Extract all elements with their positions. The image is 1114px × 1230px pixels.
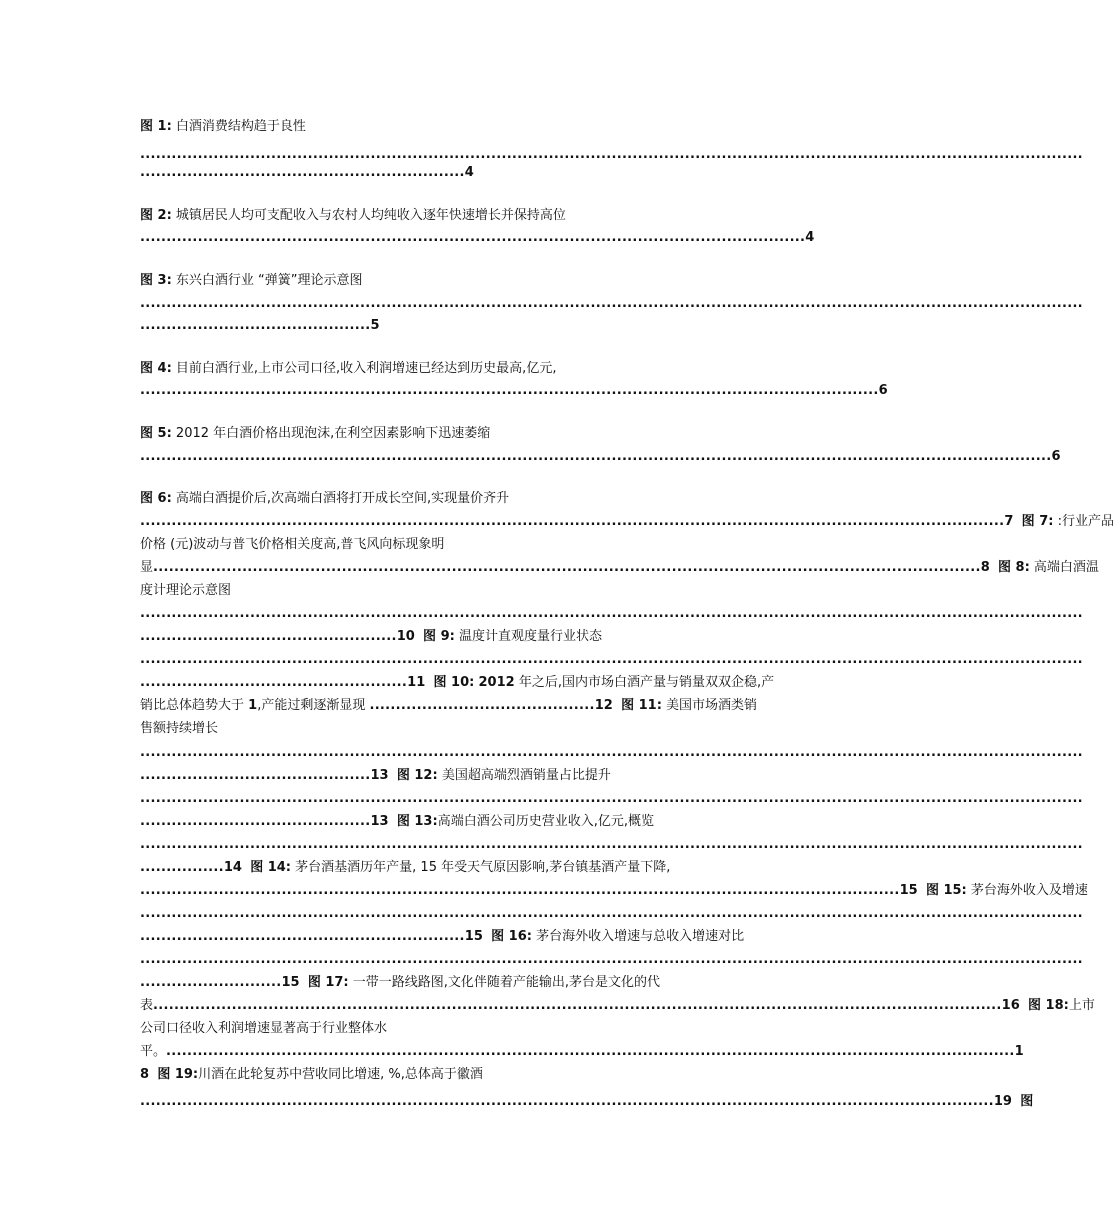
figure-label: 图 5: bbox=[140, 426, 172, 441]
figure-label: 图 12: bbox=[396, 768, 438, 783]
toc-entry-5-page-line: ..............................................................................................................................................................................6 bbox=[140, 449, 1061, 464]
page-number: 14 bbox=[223, 860, 242, 875]
toc-entry-6-page-line: .....................................................................................................................................................................7 图 7: :行业产品 bbox=[140, 514, 1114, 529]
page-number: 15 bbox=[899, 883, 918, 898]
figure-label: 图 9: bbox=[423, 629, 455, 644]
toc-entry-5[interactable] bbox=[140, 426, 810, 442]
figure-label: 图 14: bbox=[250, 860, 292, 875]
page-number: 6 bbox=[878, 383, 888, 398]
figure-label: 图 7: bbox=[1021, 514, 1054, 529]
toc-entry-12-page-line: ............................................13 图 13:高端白酒公司历史营业收入,亿元,概览 bbox=[140, 814, 654, 829]
leader-dots: .................................................................................................................................................................................... bbox=[140, 837, 1083, 852]
toc-entry-11-page-line: ............................................13 图 12: 美国超高端烈酒销量占比提升 bbox=[140, 768, 611, 783]
toc-entry-6[interactable] bbox=[140, 491, 810, 507]
toc-entry-11-continued: 售额持续增长 bbox=[140, 721, 219, 736]
figure-label: 图 13: bbox=[396, 814, 438, 829]
toc-entry-9-page-line: ...................................................11 图 10: 2012 年之后,国内市场白酒产量与销量双双企稳,产 bbox=[140, 675, 775, 690]
figure-title: 白酒消费结构趋于良性 bbox=[175, 119, 306, 134]
toc-entry-17-page-line: 表..................................................................................................................................................................16 图 18:上市 bbox=[140, 998, 1095, 1013]
figure-title: 茅台海外收入及增速 bbox=[970, 883, 1088, 898]
figure-label: 图 16: bbox=[491, 929, 532, 944]
page-number: 11 bbox=[407, 675, 426, 690]
figure-title: 温度计直观度量行业状态 bbox=[458, 629, 602, 644]
toc-entry-1-page-line: ..............................................................4 bbox=[140, 165, 474, 180]
page-number: 15 bbox=[281, 975, 300, 990]
toc-entry-7-page-line: 显..............................................................................................................................................................8 图 8: 高端白酒温 bbox=[140, 560, 1099, 575]
toc-entry-19-start: 8 图 19:川酒在此轮复苏中营收同比增速, %,总体高于徽酒 bbox=[140, 1067, 483, 1082]
figure-label: 图 1: bbox=[140, 119, 172, 134]
page-number: 6 bbox=[1051, 449, 1061, 464]
figure-label: 图 11: bbox=[621, 698, 662, 713]
page-number: 13 bbox=[370, 768, 389, 783]
toc-entry-7-continued: 价格 (元)波动与普飞价格相关度高,普飞风向标现象明 bbox=[140, 537, 445, 552]
leader-dots: .................................................................................................................................................................................... bbox=[140, 952, 1083, 967]
leader-dots: .................................................................................................................................................................................... bbox=[140, 147, 1083, 162]
toc-entry-10-page-line: 销比总体趋势大于 1,产能过剩逐渐显现 ...........................................12 图 11: 美国市场酒类销 bbox=[140, 698, 758, 713]
page-number: 19 bbox=[993, 1094, 1012, 1109]
figure-label: 图 17: bbox=[307, 975, 349, 990]
figure-label: 图 2: bbox=[140, 208, 172, 223]
page-number: 16 bbox=[1001, 998, 1020, 1013]
figure-label: 图 4: bbox=[140, 361, 172, 376]
page-number: 7 bbox=[1004, 514, 1014, 529]
figure-title-part: :行业产品 bbox=[1057, 514, 1114, 529]
page-number: 5 bbox=[370, 318, 380, 333]
leader-dots: .................................................................................................................................................................................... bbox=[140, 745, 1083, 760]
toc-entry-4[interactable] bbox=[140, 361, 810, 377]
figure-label: 图 15: bbox=[925, 883, 967, 898]
page-number: 12 bbox=[594, 698, 613, 713]
figure-title: 城镇居民人均可支配收入与农村人均纯收入逐年快速增长并保持高位 bbox=[175, 208, 566, 223]
toc-entry-13-page-line: ................14 图 14: 茅台酒基酒历年产量, 15 年受天气原因影响,茅台镇基酒产量下降, bbox=[140, 860, 671, 875]
toc-entry-1[interactable] bbox=[140, 119, 810, 135]
figure-title: 美国超高端烈酒销量占比提升 bbox=[441, 768, 611, 783]
toc-entry-2[interactable] bbox=[140, 208, 810, 224]
toc-entry-15-page-line: ..............................................................15 图 16: 茅台海外收入增速与总收入增速对比 bbox=[140, 929, 745, 944]
figure-title: 茅台酒基酒历年产量, 15 年受天气原因影响,茅台镇基酒产量下降, bbox=[295, 860, 671, 875]
leader-dots: .................................................................................................................................................................................... bbox=[140, 906, 1083, 921]
figure-title: 高端白酒提价后,次高端白酒将打开成长空间,实现量价齐升 bbox=[175, 491, 510, 506]
leader-dots: .................................................................................................................................................................................... bbox=[140, 296, 1083, 311]
figure-label: 图 3: bbox=[140, 273, 172, 288]
figure-title: 2012 年白酒价格出现泡沫,在利空因素影响下迅速萎缩 bbox=[175, 426, 491, 441]
figure-label: 图 8: bbox=[998, 560, 1030, 575]
leader-dots: .................................................................................................................................................................................... bbox=[140, 606, 1083, 621]
figure-label: 图 6: bbox=[140, 491, 172, 506]
figure-label: 图 bbox=[1020, 1094, 1034, 1109]
figure-label: 图 19: bbox=[157, 1067, 199, 1082]
toc-entry-2-page-line: ...............................................................................................................................4 bbox=[140, 230, 815, 245]
page-number: 8 bbox=[980, 560, 990, 575]
figure-title: 川酒在此轮复苏中营收同比增速, %,总体高于徽酒 bbox=[198, 1067, 483, 1082]
toc-entry-14-page-line: .................................................................................................................................................15 图 15: 茅台海外收入及增速 bbox=[140, 883, 1088, 898]
leader-dots: .................................................................................................................................................................................... bbox=[140, 652, 1083, 667]
leader-dots: .................................................................................................................................................................................... bbox=[140, 791, 1083, 806]
toc-entry-8-continued: 度计理论示意图 bbox=[140, 583, 232, 598]
toc-entry-18-page-line: 平。..................................................................................................................................................................1 bbox=[140, 1044, 1024, 1059]
toc-entry-3-page-line: ............................................5 bbox=[140, 318, 380, 333]
toc-entry-19-page-line: ...................................................................................................................................................................19 图 bbox=[140, 1094, 1034, 1109]
toc-entry-4-page-line: .............................................................................................................................................6 bbox=[140, 383, 888, 398]
figure-label: 图 10: bbox=[433, 675, 475, 690]
toc-entry-3[interactable] bbox=[140, 273, 810, 289]
toc-entry-8-page-line: .................................................10 图 9: 温度计直观度量行业状态 bbox=[140, 629, 602, 644]
page-number: 4 bbox=[805, 230, 815, 245]
figure-title: 东兴白酒行业 “弹簧”理论示意图 bbox=[175, 273, 363, 288]
toc-entry-16-page-line: ...........................15 图 17: 一带一路线路图,文化伴随着产能输出,茅台是文化的代 bbox=[140, 975, 661, 990]
page-number: 10 bbox=[396, 629, 415, 644]
page-number: 4 bbox=[464, 165, 474, 180]
page-number: 15 bbox=[464, 929, 483, 944]
page-number: 13 bbox=[370, 814, 389, 829]
figure-title: 茅台海外收入增速与总收入增速对比 bbox=[536, 929, 745, 944]
figure-title: 目前白酒行业,上市公司口径,收入利润增速已经达到历史最高,亿元, bbox=[175, 361, 557, 376]
toc-entry-18-continued: 公司口径收入利润增速显著高于行业整体水 bbox=[140, 1021, 388, 1036]
figure-title: 高端白酒公司历史营业收入,亿元,概览 bbox=[437, 814, 654, 829]
figure-label: 图 18: bbox=[1028, 998, 1069, 1013]
